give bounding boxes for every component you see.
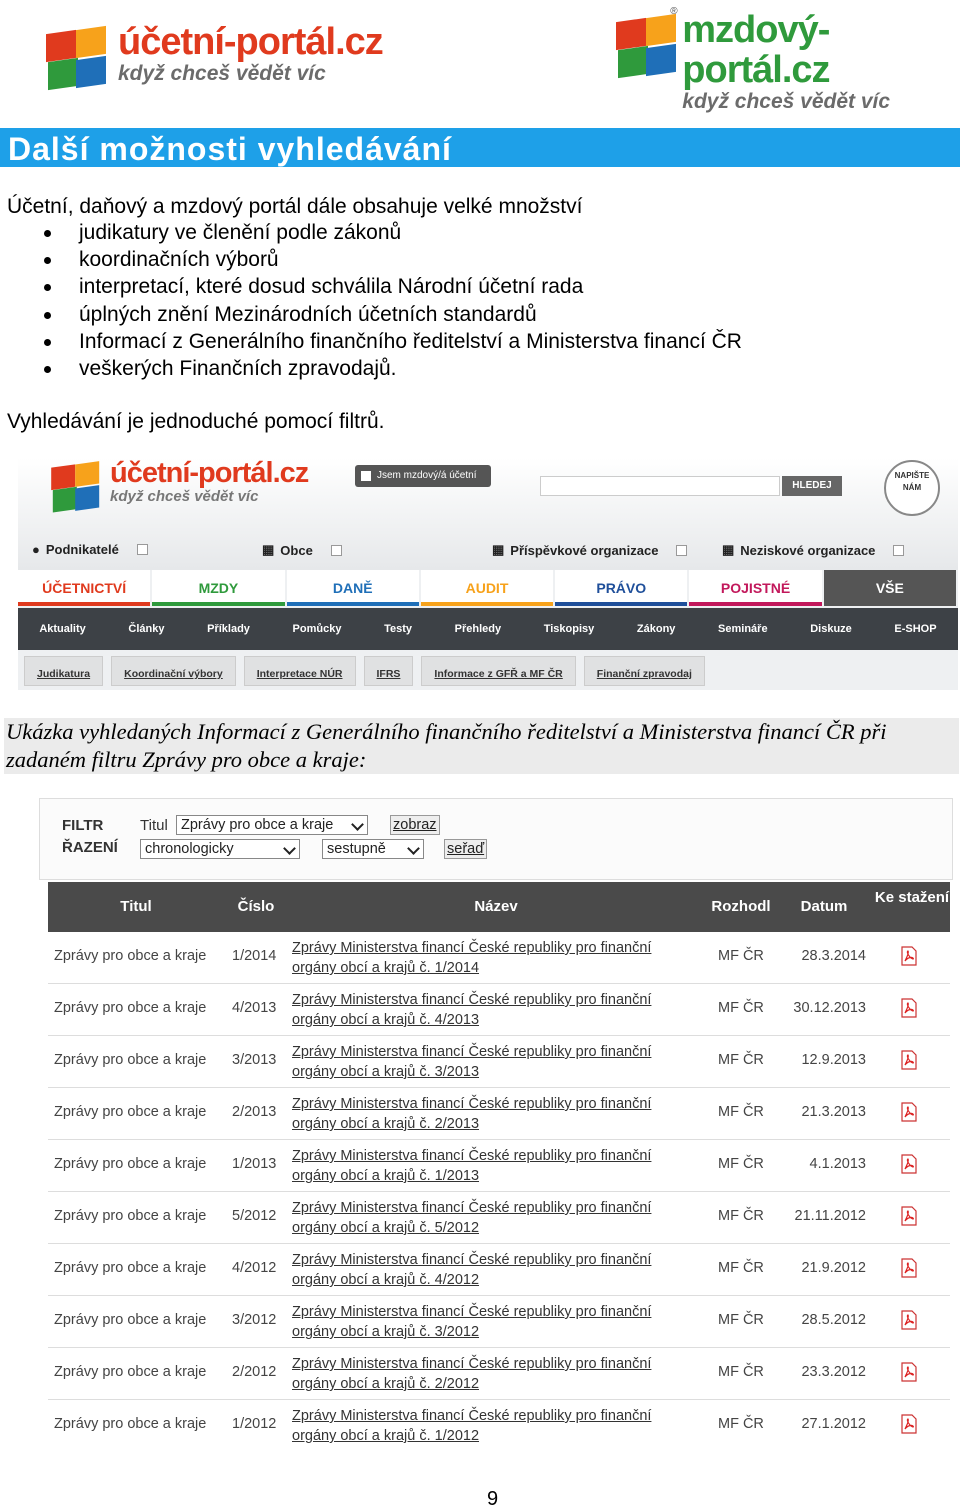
audience-podnikatele[interactable] (32, 542, 148, 557)
subnav-interpretace-nur[interactable]: Interpretace NÚR (244, 656, 356, 686)
portal-logo-icon (48, 458, 101, 508)
audience-neziskove[interactable] (722, 542, 904, 558)
document-title-line2: orgány obcí a krajů č. 4/2012 (292, 1272, 480, 1288)
cell-titul: Zprávy pro obce a kraje (54, 1416, 207, 1432)
document-link[interactable] (292, 938, 702, 978)
cell-titul: Zprávy pro obce a kraje (54, 1208, 207, 1224)
search-button[interactable]: HLEDEJ (782, 476, 842, 496)
audience-checkbox[interactable] (893, 545, 904, 556)
website-screenshot (18, 458, 958, 690)
pdf-download-icon[interactable] (900, 1102, 918, 1122)
audience-label: Podnikatelé (45, 542, 119, 557)
col-rozhodl[interactable]: Rozhodl (711, 898, 771, 915)
document-title-line2: orgány obcí a krajů č. 1/2014 (292, 960, 480, 976)
cell-titul: Zprávy pro obce a kraje (54, 1104, 207, 1120)
document-link[interactable] (292, 990, 702, 1030)
document-title-line1: Zprávy Ministerstva financí České republiky pro finanční (292, 940, 652, 956)
order-label: ŘAZENÍ (62, 839, 118, 856)
cell-datum: 28.3.2014 (801, 948, 866, 964)
cell-titul: Zprávy pro obce a kraje (54, 948, 207, 964)
table-row (48, 1400, 950, 1448)
table-header (48, 882, 950, 932)
cell-rozhodl: MF ČR (718, 1104, 764, 1120)
audience-checkbox[interactable] (137, 544, 148, 555)
logo-tagline: když chceš vědět víc (118, 62, 326, 85)
feature-list (0, 219, 742, 382)
nav-diskuze[interactable]: Diskuze (810, 623, 852, 635)
titul-label: Titul (140, 817, 168, 834)
cell-titul: Zprávy pro obce a kraje (54, 1000, 207, 1016)
filter-panel (39, 798, 953, 880)
section-heading-bar (0, 128, 960, 167)
pdf-download-icon[interactable] (900, 1362, 918, 1382)
cell-datum: 30.12.2013 (793, 1000, 866, 1016)
cell-titul: Zprávy pro obce a kraje (54, 1156, 207, 1172)
ucetni-portal-logo (42, 22, 383, 86)
document-title-line1: Zprávy Ministerstva financí České republiky pro finanční (292, 1096, 652, 1112)
cell-cislo: 5/2012 (232, 1208, 277, 1224)
contact-badge[interactable]: NAPIŠTE NÁM (884, 460, 940, 516)
cell-rozhodl: MF ČR (718, 1260, 764, 1276)
cell-datum: 12.9.2013 (801, 1052, 866, 1068)
tab-vse[interactable]: VŠE (824, 570, 956, 606)
pdf-download-icon[interactable] (900, 998, 918, 1018)
list-item: Informací z Generálního finančního ředitelství a Ministerstva financí ČR (0, 328, 742, 355)
nav-priklady[interactable]: Příklady (207, 623, 250, 635)
cell-rozhodl: MF ČR (718, 1416, 764, 1432)
col-datum[interactable]: Datum (800, 898, 848, 915)
nav-testy[interactable]: Testy (384, 623, 413, 635)
cell-rozhodl: MF ČR (718, 1156, 764, 1172)
building-icon: ▦ (722, 542, 735, 557)
tab-ucetnictvi[interactable]: ÚČETNICTVÍ (18, 570, 150, 606)
list-item: judikatury ve členění podle zákonů (0, 219, 742, 246)
document-title-line2: orgány obcí a krajů č. 4/2013 (292, 1012, 480, 1028)
figure-caption: Ukázka vyhledaných Informací z Generálního finančního ředitelství a Ministerstva financí ČR při zadaném filtru Zprávy pro obce a kraje: (4, 718, 959, 774)
cell-datum: 27.1.2012 (801, 1416, 866, 1432)
list-item: interpretací, které dosud schválila Národní účetní rada (0, 273, 742, 300)
document-link[interactable] (292, 1146, 702, 1186)
subnav-judikatura[interactable]: Judikatura (24, 656, 103, 686)
document-title-line2: orgány obcí a krajů č. 5/2012 (292, 1220, 480, 1236)
document-link[interactable] (292, 1250, 702, 1290)
cell-titul: Zprávy pro obce a kraje (54, 1052, 207, 1068)
table-row (48, 1348, 950, 1400)
document-title-line1: Zprávy Ministerstva financí České republiky pro finanční (292, 1356, 652, 1372)
document-title-line2: orgány obcí a krajů č. 3/2013 (292, 1064, 480, 1080)
filter-text: Vyhledávání je jednoduché pomocí filtrů. (7, 410, 385, 433)
page-number: 9 (487, 1488, 499, 1509)
accountant-checkbox[interactable]: Jsem mzdový/á účetní (355, 465, 491, 487)
pdf-download-icon[interactable] (900, 1154, 918, 1174)
nav-clanky[interactable]: Články (128, 623, 165, 635)
registered-mark: ® (670, 6, 678, 17)
audience-prispevkove[interactable] (492, 542, 687, 558)
document-link[interactable] (292, 1094, 702, 1134)
nav-aktuality[interactable]: Aktuality (39, 623, 86, 635)
subnav-financni-zpravodaj[interactable]: Finanční zpravodaj (584, 656, 705, 686)
tab-pravo[interactable]: PRÁVO (555, 570, 687, 606)
site-header (18, 458, 958, 570)
sort-button[interactable]: seřaď (444, 839, 487, 859)
nav-tiskopisy[interactable]: Tiskopisy (543, 623, 595, 635)
table-row (48, 1192, 950, 1244)
cell-cislo: 4/2012 (232, 1260, 277, 1276)
document-title-line1: Zprávy Ministerstva financí České republiky pro finanční (292, 1304, 652, 1320)
document-title-line1: Zprávy Ministerstva financí České republiky pro finanční (292, 1148, 652, 1164)
document-link[interactable] (292, 1198, 702, 1238)
sub-nav (24, 656, 705, 686)
document-title-line1: Zprávy Ministerstva financí České republiky pro finanční (292, 992, 652, 1008)
pdf-download-icon[interactable] (900, 946, 918, 966)
search-input[interactable] (540, 476, 780, 496)
results-screenshot (35, 798, 953, 1448)
document-link[interactable] (292, 1042, 702, 1082)
audience-label: Obce (280, 542, 313, 558)
category-tabs (18, 570, 958, 606)
table-row (48, 984, 950, 1036)
tab-mzdy[interactable]: MZDY (152, 570, 284, 606)
table-row (48, 1244, 950, 1296)
document-title-line1: Zprávy Ministerstva financí České republiky pro finanční (292, 1252, 652, 1268)
cell-cislo: 3/2013 (232, 1052, 277, 1068)
cell-rozhodl: MF ČR (718, 948, 764, 964)
cell-datum: 23.3.2012 (801, 1364, 866, 1380)
tab-audit[interactable]: AUDIT (421, 570, 553, 606)
titul-select[interactable]: Zprávy pro obce a kraje (176, 815, 368, 835)
document-link[interactable] (292, 1406, 702, 1446)
order-select[interactable]: chronologicky (140, 839, 300, 859)
pdf-download-icon[interactable] (900, 1206, 918, 1226)
document-title-line2: orgány obcí a krajů č. 1/2013 (292, 1168, 480, 1184)
nav-zakony[interactable]: Zákony (636, 623, 676, 635)
logo-tagline: když chceš vědět víc (682, 90, 891, 113)
cell-cislo: 2/2013 (232, 1104, 277, 1120)
col-cislo[interactable]: Číslo (237, 898, 275, 915)
building-icon: ▦ (262, 542, 275, 557)
nav-eshop[interactable]: E-SHOP (894, 623, 937, 635)
nav-prehledy[interactable]: Přehledy (454, 623, 502, 635)
table-row (48, 1036, 950, 1088)
tab-dane[interactable]: DANĚ (287, 570, 419, 606)
audience-checkbox[interactable] (676, 545, 687, 556)
intro-text: Účetní, daňový a mzdový portál dále obsahuje velké množství (7, 195, 583, 218)
cell-cislo: 1/2012 (232, 1416, 277, 1432)
table-row (48, 1088, 950, 1140)
cell-datum: 21.11.2012 (794, 1208, 866, 1224)
cell-titul: Zprávy pro obce a kraje (54, 1260, 207, 1276)
filter-label: FILTR (62, 817, 104, 834)
document-link[interactable] (292, 1354, 702, 1394)
subnav-informace-gfr-mf[interactable]: Informace z GFŘ a MF ČR (421, 656, 575, 686)
cell-titul: Zprávy pro obce a kraje (54, 1312, 207, 1328)
list-item: veškerých Finančních zpravodajů. (0, 355, 742, 382)
cell-datum: 21.9.2012 (801, 1260, 866, 1276)
audience-obce[interactable] (262, 542, 342, 558)
cell-cislo: 1/2014 (232, 948, 277, 964)
cell-cislo: 2/2012 (232, 1364, 277, 1380)
document-title-line2: orgány obcí a krajů č. 1/2012 (292, 1428, 480, 1444)
site-logo-name: účetní-portál.cz (110, 458, 309, 489)
table-row (48, 932, 950, 984)
logo-name: účetní-portál.cz (118, 21, 383, 63)
col-titul[interactable]: Titul (120, 898, 152, 915)
portal-logo-icon (42, 22, 108, 84)
list-item: úplných znění Mezinárodních účetních standardů (0, 301, 742, 328)
site-logo-tag: když chceš vědět víc (110, 488, 259, 505)
list-item: koordinačních výborů (0, 246, 742, 273)
building-icon: ▦ (492, 542, 505, 557)
nav-seminare[interactable]: Semináře (718, 623, 768, 635)
document-title-line2: orgány obcí a krajů č. 2/2013 (292, 1116, 480, 1132)
document-title-line2: orgány obcí a krajů č. 3/2012 (292, 1324, 480, 1340)
logo-name: mzdový-portál.cz (682, 9, 830, 91)
cell-titul: Zprávy pro obce a kraje (54, 1364, 207, 1380)
cell-rozhodl: MF ČR (718, 1312, 764, 1328)
section-heading: Další možnosti vyhledávání (8, 131, 452, 167)
cell-cislo: 3/2012 (232, 1312, 277, 1328)
direction-select[interactable]: sestupně (322, 839, 424, 859)
cell-rozhodl: MF ČR (718, 1052, 764, 1068)
audience-label: Neziskové organizace (740, 542, 876, 558)
subnav-ifrs[interactable]: IFRS (364, 656, 414, 686)
cell-cislo: 4/2013 (232, 1000, 277, 1016)
pdf-download-icon[interactable] (900, 1258, 918, 1278)
site-logo[interactable] (48, 458, 308, 520)
col-ke-stazeni: Ke stažení (874, 889, 950, 906)
nav-pomucky[interactable]: Pomůcky (292, 623, 342, 635)
cell-rozhodl: MF ČR (718, 1364, 764, 1380)
cell-datum: 28.5.2012 (801, 1312, 866, 1328)
pdf-download-icon[interactable] (900, 1310, 918, 1330)
document-title-line1: Zprávy Ministerstva financí České republiky pro finanční (292, 1408, 652, 1424)
audience-label: Příspěvkové organizace (510, 542, 659, 558)
document-title-line1: Zprávy Ministerstva financí České republiky pro finanční (292, 1044, 652, 1060)
show-button[interactable]: zobraz (390, 815, 440, 835)
portal-logo-icon (612, 10, 674, 72)
pdf-download-icon[interactable] (900, 1414, 918, 1434)
pdf-download-icon[interactable] (900, 1050, 918, 1070)
table-row (48, 1296, 950, 1348)
cell-cislo: 1/2013 (232, 1156, 277, 1172)
cell-rozhodl: MF ČR (718, 1000, 764, 1016)
cell-rozhodl: MF ČR (718, 1208, 764, 1224)
cell-datum: 4.1.2013 (809, 1156, 866, 1172)
subnav-koordinacni-vybory[interactable]: Koordinační výbory (111, 656, 236, 686)
document-link[interactable] (292, 1302, 702, 1342)
col-nazev[interactable]: Název (474, 898, 518, 915)
cell-datum: 21.3.2013 (801, 1104, 866, 1120)
audience-checkbox[interactable] (331, 545, 342, 556)
document-title-line1: Zprávy Ministerstva financí České republiky pro finanční (292, 1200, 652, 1216)
mzdovy-portal-logo (612, 6, 960, 114)
tab-pojistne[interactable]: POJISTNÉ (689, 570, 821, 606)
table-row (48, 1140, 950, 1192)
main-nav (18, 608, 958, 650)
person-icon: ● (32, 542, 40, 557)
document-title-line2: orgány obcí a krajů č. 2/2012 (292, 1376, 480, 1392)
